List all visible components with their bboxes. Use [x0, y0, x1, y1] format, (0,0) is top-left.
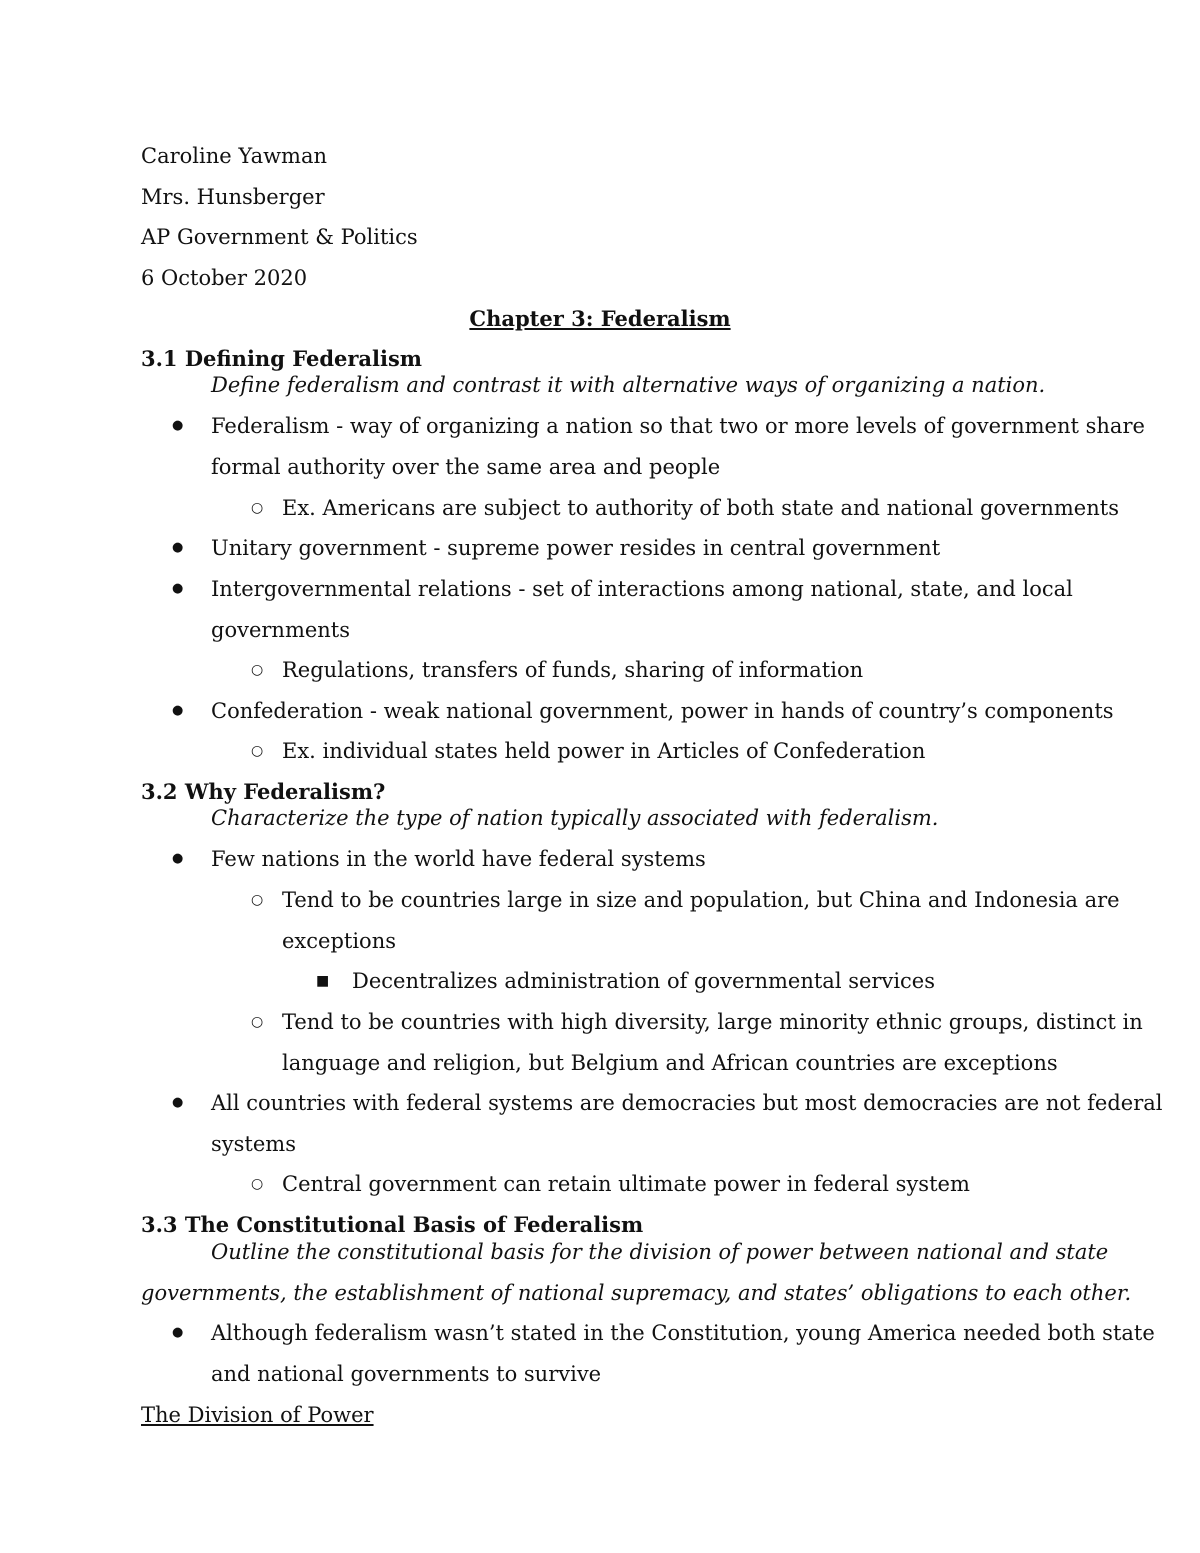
list-item: Confederation - weak national government, power in hands of country’s components [211, 699, 1114, 723]
bullet-marker: ● [172, 540, 184, 555]
section-objective: Outline the constitutional basis for the division of power between national and state [211, 1240, 1109, 1264]
list-item: Decentralizes administration of governmental services [352, 969, 935, 993]
list-item: Unitary government - supreme power resides in central government [211, 536, 941, 560]
list-item: Although federalism wasn’t stated in the Constitution, young America needed both state [211, 1321, 1155, 1345]
section-objective: Define federalism and contrast it with alternative ways of organizing a nation. [211, 373, 1046, 397]
bullet-marker: ● [172, 851, 184, 866]
bullet-marker: ● [172, 1325, 184, 1340]
bullet-marker: ○ [251, 892, 264, 908]
bullet-marker: ○ [251, 1176, 264, 1192]
bullet-marker: ○ [251, 743, 264, 759]
list-item: Few nations in the world have federal systems [211, 847, 706, 871]
list-item-continuation: language and religion, but Belgium and African countries are exceptions [282, 1051, 1058, 1075]
subsection-heading: The Division of Power [141, 1403, 374, 1427]
bullet-marker: ○ [251, 1014, 264, 1030]
list-item: Ex. individual states held power in Articles of Confederation [282, 739, 926, 763]
document-date: 6 October 2020 [141, 266, 308, 290]
list-item: Federalism - way of organizing a nation so that two or more levels of government share [211, 414, 1145, 438]
course-name: AP Government & Politics [141, 225, 418, 249]
bullet-marker: ● [172, 581, 184, 596]
list-item: Ex. Americans are subject to authority of both state and national governments [282, 496, 1119, 520]
bullet-marker: ● [172, 703, 184, 718]
list-item: Tend to be countries large in size and population, but China and Indonesia are [282, 888, 1120, 912]
section-objective: Characterize the type of nation typically associated with federalism. [211, 806, 939, 830]
section-objective-continuation: governments, the establishment of national supremacy, and states’ obligations to each other. [141, 1281, 1132, 1305]
list-item: Tend to be countries with high diversity, large minority ethnic groups, distinct in [282, 1010, 1143, 1034]
teacher-name: Mrs. Hunsberger [141, 185, 325, 209]
bullet-marker: ○ [251, 500, 264, 516]
student-name: Caroline Yawman [141, 144, 328, 168]
document-title: Chapter 3: Federalism [469, 306, 731, 331]
section-heading: 3.3 The Constitutional Basis of Federalism [141, 1212, 644, 1237]
list-item-continuation: and national governments to survive [211, 1362, 602, 1386]
bullet-marker: ■ [316, 973, 330, 989]
list-item: Regulations, transfers of funds, sharing of information [282, 658, 864, 682]
list-item-continuation: exceptions [282, 929, 397, 953]
list-item-continuation: governments [211, 618, 351, 642]
bullet-marker: ● [172, 418, 184, 433]
list-item-continuation: systems [211, 1132, 296, 1156]
list-item: Central government can retain ultimate power in federal system [282, 1172, 970, 1196]
list-item: Intergovernmental relations - set of interactions among national, state, and local [211, 577, 1073, 601]
section-heading: 3.2 Why Federalism? [141, 779, 386, 804]
bullet-marker: ○ [251, 662, 264, 678]
list-item-continuation: formal authority over the same area and people [211, 455, 721, 479]
bullet-marker: ● [172, 1095, 184, 1110]
section-heading: 3.1 Defining Federalism [141, 346, 423, 371]
list-item: All countries with federal systems are democracies but most democracies are not federal [211, 1091, 1163, 1115]
